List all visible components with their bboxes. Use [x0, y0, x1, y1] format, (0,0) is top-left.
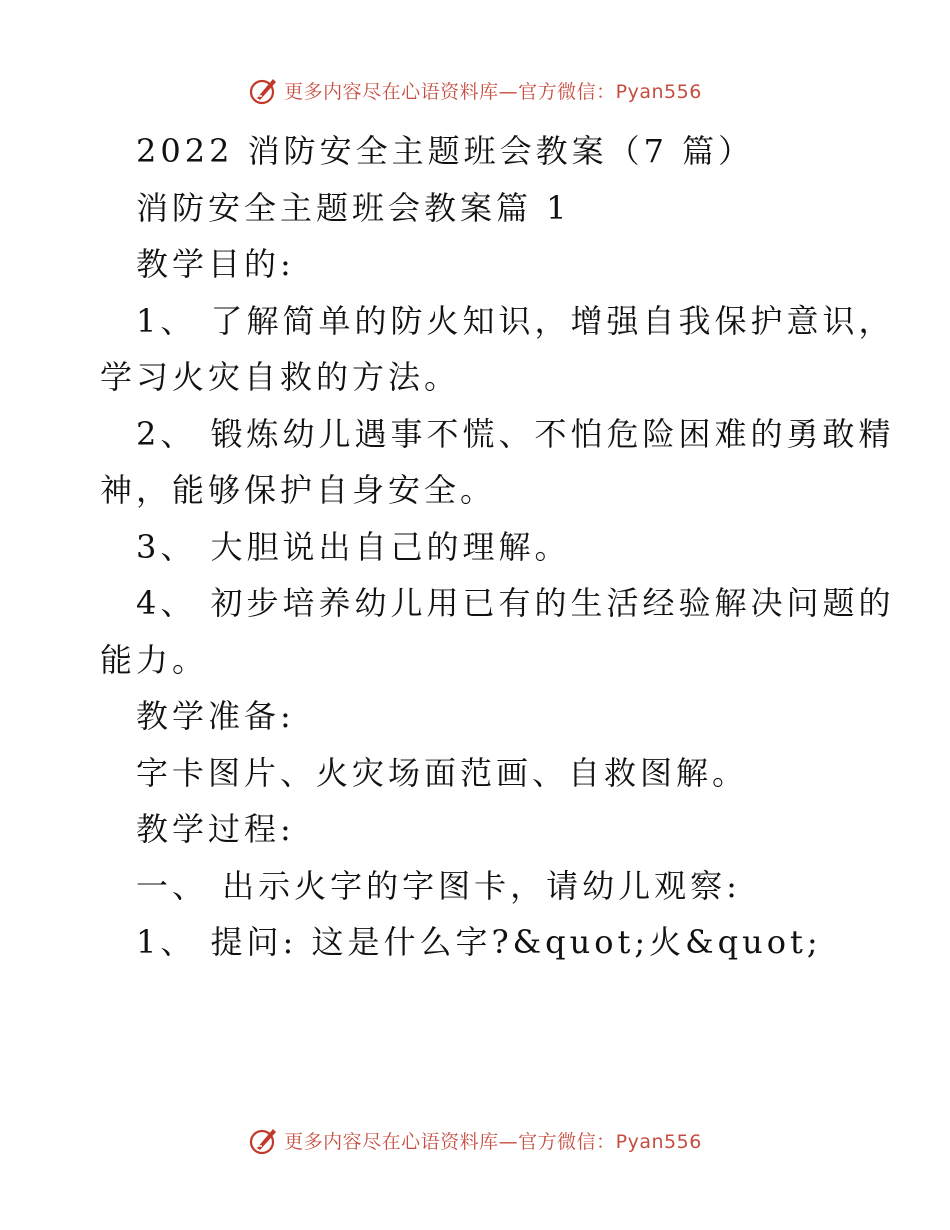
heading-teaching-process: 教学过程:	[136, 810, 295, 848]
watermark-text: 更多内容尽在心语资料库—官方微信：Pyan556	[284, 1130, 702, 1153]
heading-teaching-goals: 教学目的:	[136, 245, 295, 283]
process-question-1: 1、 提问: 这是什么字?&quot;火&quot;	[136, 923, 822, 961]
watermark-header	[0, 70, 950, 110]
heading-teaching-prep: 教学准备:	[136, 697, 295, 735]
goal-item-2: 2、 锻炼幼儿遇事不慌、不怕危险困难的勇敢精	[136, 414, 895, 453]
section-heading: 消防安全主题班会教案篇 1	[136, 188, 571, 227]
goal-item-1: 1、 了解简单的防火知识，增强自我保护意识，	[136, 301, 895, 340]
process-step-1: 一、 出示火字的字图卡，请幼儿观察:	[136, 866, 741, 905]
goal-item-2-cont: 神，能够保护自身安全。	[100, 471, 497, 509]
prep-materials: 字卡图片、火灾场面范画、自救图解。	[136, 753, 749, 792]
goal-item-3: 3、 大胆说出自己的理解。	[136, 527, 571, 566]
document-body	[100, 123, 895, 971]
quill-pen-seal-logo-icon	[248, 74, 280, 106]
watermark-text: 更多内容尽在心语资料库—官方微信：Pyan556	[284, 80, 702, 103]
goal-item-1-cont: 学习火灾自救的方法。	[100, 358, 461, 396]
goal-item-4: 4、 初步培养幼儿用已有的生活经验解决问题的	[136, 584, 895, 622]
watermark-footer	[0, 1120, 950, 1160]
goal-item-4-cont: 能力。	[100, 640, 209, 679]
doc-title: 2022 消防安全主题班会教案（7 篇）	[136, 132, 755, 170]
quill-pen-seal-logo-icon	[248, 1124, 280, 1156]
